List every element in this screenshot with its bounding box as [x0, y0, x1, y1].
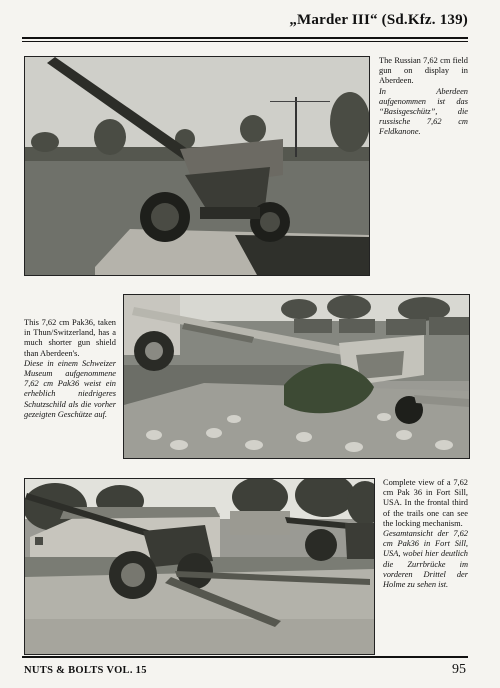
caption-en: Complete view of a 7,62 cm Pak 36 in Fort Sill, USA. In the frontal third of the trails one can see the locking mechanism.: [383, 478, 468, 528]
caption-pak36-fort-sill: [383, 478, 468, 590]
caption-en: The Russian 7,62 cm field gun on display in Aberdeen.: [379, 56, 468, 86]
caption-de: Diese in einem Schweizer Museum aufgenommene 7,62 cm Pak36 weist ein erheblich niedrigeres Schutzschild als die vorher gezeigten Geschütze auf.: [24, 358, 116, 419]
footer-publication: NUTS & BOLTS VOL. 15: [24, 665, 147, 676]
header-rule: [22, 37, 468, 39]
photo-pak36-fort-sill: [24, 478, 375, 655]
photo-pak36-thun: [123, 294, 470, 459]
field-gun-photo-image: [25, 57, 369, 275]
caption-pak36-thun: [24, 318, 116, 420]
page-header-title: „Marder III“ (Sd.Kfz. 139): [289, 12, 468, 28]
header-rule-thin: [22, 41, 468, 42]
pak36-fort-sill-photo-image: [25, 479, 374, 654]
pak36-thun-photo-image: [124, 295, 469, 458]
caption-de: Gesamtansicht der 7,62 cm Pak36 in Fort Sill, USA, wobei hier deutlich die Zurrbrücke im vorderen Drittel der Holme zu sehen ist.: [383, 529, 468, 590]
page-number: 95: [452, 662, 466, 677]
caption-en: This 7,62 cm Pak36, taken in Thun/Switzerland, has a much shorter gun shield than Aberdeen's.: [24, 318, 116, 358]
caption-field-gun-aberdeen: [379, 56, 468, 138]
caption-de: In Aberdeen aufgenommen ist das “Basisgeschütz”, die russische 7,62 cm Feldkanone.: [379, 86, 468, 137]
footer-rule: [22, 656, 468, 658]
photo-field-gun-aberdeen: [24, 56, 370, 276]
